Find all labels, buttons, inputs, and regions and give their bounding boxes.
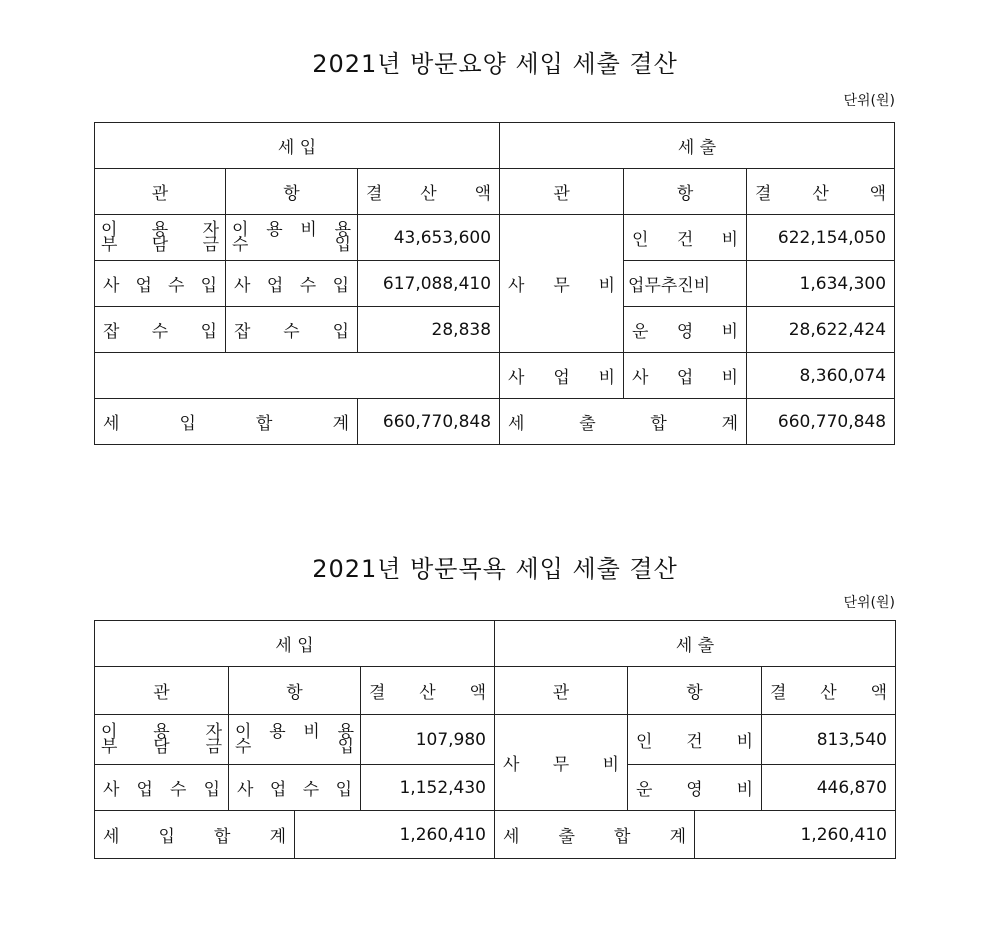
- table1-revenue-total: 660,770,848: [358, 399, 500, 445]
- table1-r3-amount: 28,838: [358, 307, 500, 353]
- table2-r1-gwan: [95, 715, 229, 765]
- table2-col-amount: 결 산 액: [361, 667, 495, 715]
- table1-exp-gwan-office: 사 무 비: [500, 215, 624, 353]
- table2-r2-exp-amount: 446,870: [762, 765, 896, 811]
- table1-expense-header: 세 출: [500, 123, 895, 169]
- table2-r2-amount: 1,152,430: [361, 765, 495, 811]
- table1-col-amount: 결 산 액: [358, 169, 500, 215]
- table2-r2-exp-hang: 운 영 비: [628, 765, 762, 811]
- table1-title: 2021년 방문요양 세입 세출 결산: [312, 50, 678, 78]
- table1-revenue-header: 세 입: [95, 123, 500, 169]
- table1-expense-total: 660,770,848: [747, 399, 895, 445]
- table1-r4-exp-amount: 8,360,074: [747, 353, 895, 399]
- table2-r1-hang: [229, 715, 361, 765]
- table1-r2-exp-amount: 1,634,300: [747, 261, 895, 307]
- table2-revenue-header: 세 입: [95, 621, 495, 667]
- table2-col-hang: 항: [229, 667, 361, 715]
- table2-col-exp-hang: 항: [628, 667, 762, 715]
- table1-r1-hang-l1: 이 용 비 용: [232, 219, 351, 240]
- table2-settlement: [94, 620, 896, 859]
- table2-r2-gwan: 사 업 수 입: [95, 765, 229, 811]
- table2-expense-header: 세 출: [495, 621, 896, 667]
- table1-r1-gwan: [95, 215, 226, 261]
- table2-r2-hang: 사 업 수 입: [229, 765, 361, 811]
- table2-r1-exp-amount: 813,540: [762, 715, 896, 765]
- table1-expense-total-label: 세 출 합 계: [500, 399, 747, 445]
- table1-col-gwan: 관: [95, 169, 226, 215]
- table2-r1-gwan-l1: 이 용 자: [101, 721, 222, 742]
- table2-unit: 단위(원): [843, 595, 895, 611]
- table1-settlement: [94, 122, 895, 445]
- table2-r1-gwan-l2: 부 담 금: [101, 736, 222, 757]
- table1-r3-exp-amount: 28,622,424: [747, 307, 895, 353]
- table1-r3-gwan: 잡 수 입: [95, 307, 226, 353]
- table1-r2-exp-hang: 업무추진비: [624, 261, 747, 307]
- table1-unit: 단위(원): [843, 93, 895, 109]
- table2-revenue-total-label: 세 입 합 계: [95, 811, 295, 859]
- table1-r1-amount: 43,653,600: [358, 215, 500, 261]
- table2-revenue-total: 1,260,410: [295, 811, 495, 859]
- table2-title: 2021년 방문목욕 세입 세출 결산: [312, 555, 678, 583]
- table1-r3-hang: 잡 수 입: [226, 307, 358, 353]
- table1-r2-gwan: 사 업 수 입: [95, 261, 226, 307]
- table2-col-gwan: 관: [95, 667, 229, 715]
- table1-r2-amount: 617,088,410: [358, 261, 500, 307]
- table1-r1-hang: [226, 215, 358, 261]
- table2-r1-hang-l2: 수 입: [235, 736, 354, 757]
- table1-revenue-total-label: 세 입 합 계: [95, 399, 358, 445]
- table2-r1-exp-hang: 인 건 비: [628, 715, 762, 765]
- table2-r1-hang-l1: 이 용 비 용: [235, 721, 354, 742]
- table1-col-exp-gwan: 관: [500, 169, 624, 215]
- table2-col-exp-gwan: 관: [495, 667, 628, 715]
- table1-r1-gwan-l1: 이 용 자: [101, 219, 219, 240]
- table2-expense-total-label: 세 출 합 계: [495, 811, 695, 859]
- table2-col-exp-amount: 결 산 액: [762, 667, 896, 715]
- table1-r1-exp-hang: 인 건 비: [624, 215, 747, 261]
- table1-col-hang: 항: [226, 169, 358, 215]
- table1-r3-exp-hang: 운 영 비: [624, 307, 747, 353]
- table1-r4-revenue-empty: [95, 353, 500, 399]
- table1-r1-gwan-l2: 부 담 금: [101, 234, 219, 255]
- table1-r2-hang: 사 업 수 입: [226, 261, 358, 307]
- table2-expense-total: 1,260,410: [695, 811, 896, 859]
- table1-r4-exp-gwan: 사 업 비: [500, 353, 624, 399]
- table1-r4-exp-hang: 사 업 비: [624, 353, 747, 399]
- table1-col-exp-amount: 결 산 액: [747, 169, 895, 215]
- table1-col-exp-hang: 항: [624, 169, 747, 215]
- table2-exp-gwan-office: 사 무 비: [495, 715, 628, 811]
- table1-r1-hang-l2: 수 입: [232, 234, 351, 255]
- table2-r1-amount: 107,980: [361, 715, 495, 765]
- table1-r1-exp-amount: 622,154,050: [747, 215, 895, 261]
